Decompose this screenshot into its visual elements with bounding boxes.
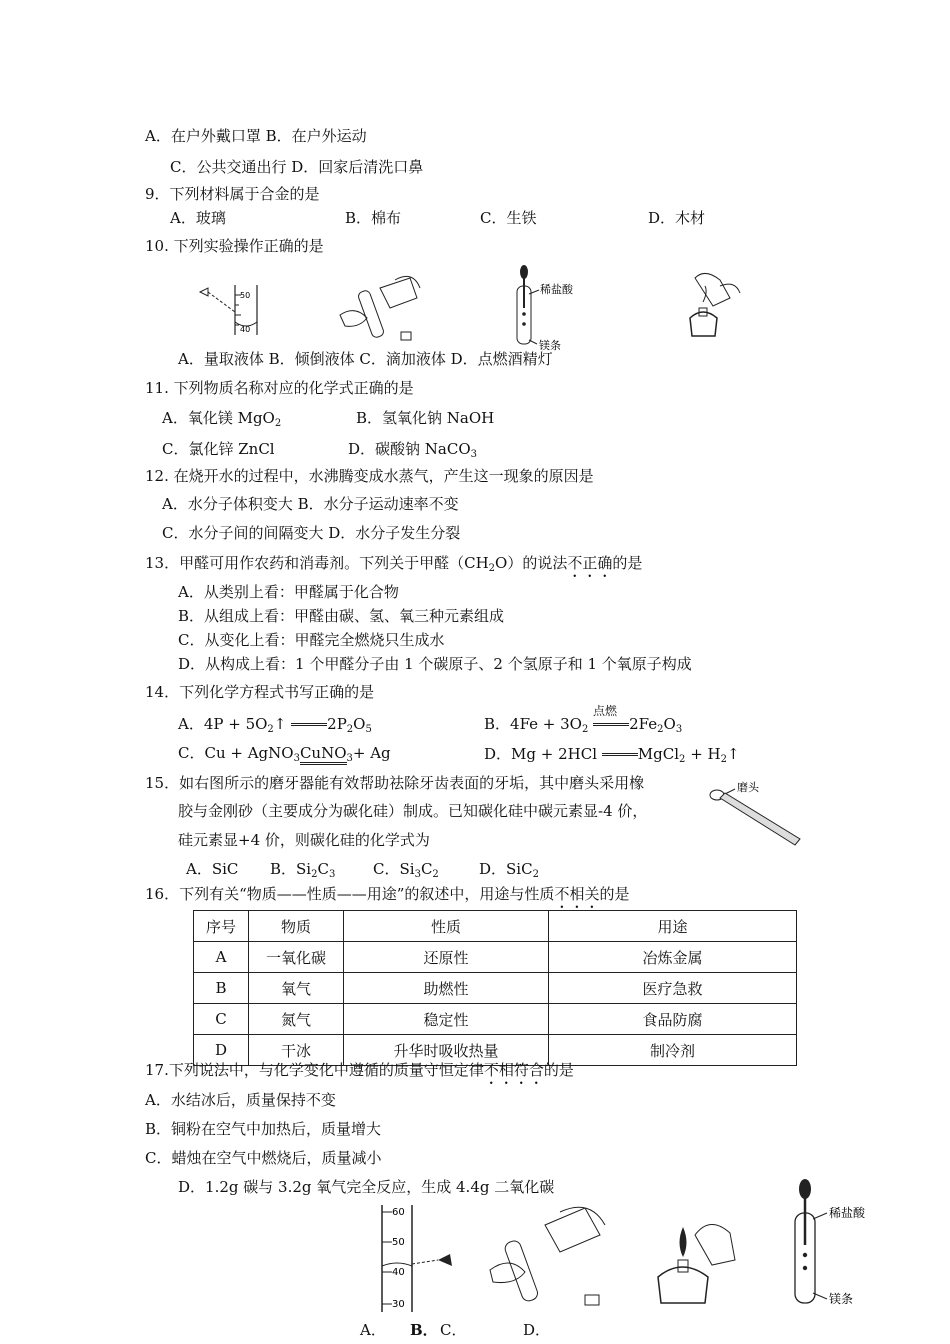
tick-30: 30: [392, 1299, 405, 1310]
cell-substance: 氮气: [249, 1004, 344, 1035]
table-row: [194, 942, 797, 973]
q14-option-d: D．Mg + 2HCl MgCl$_2$ + $H_2↑$: [484, 745, 740, 765]
q8-options-cd: C．公共交通出行 D．回家后清洗口鼻: [170, 158, 424, 176]
fig2-label-d: D．: [523, 1321, 551, 1339]
q15-stem-line2: 胶与金刚砂（主要成分为碳化硅）制成。已知碳化硅中碳元素显-4 价，: [178, 802, 648, 820]
cell-use: 医疗急救: [549, 973, 797, 1004]
q13-stem: 13．甲醛可用作农药和消毒剂。下列关于甲醛$(CH_2O)$的说法不正确的是: [145, 554, 643, 574]
scale-label-40: 40: [240, 325, 251, 334]
q11-option-d: D．碳酸钠 NaCO$_3$: [348, 440, 478, 460]
q15-stem-line1: 15．如右图所示的磨牙器能有效帮助祛除牙齿表面的牙垢，其中磨头采用橡: [145, 774, 645, 792]
cell-property: 稳定性: [344, 1004, 549, 1035]
q10-options: A．量取液体 B．倾倒液体 C．滴加液体 D．点燃酒精灯: [178, 350, 553, 368]
table-row: [194, 1004, 797, 1035]
q17-option-a: A．水结冰后，质量保持不变: [145, 1091, 336, 1109]
cell-use: 制冷剂: [549, 1035, 797, 1066]
q14-option-b: B．$4Fe + 3O_2$ $2Fe_2O_3$: [484, 715, 683, 735]
q15-figure-tooth-grinder: [705, 775, 805, 855]
q9-option-a: A．玻璃: [170, 209, 226, 227]
q9-option-d: D．木材: [648, 209, 706, 227]
q9-option-b: B．棉布: [345, 209, 402, 227]
q13-option-b: B．从组成上看：甲醛由碳、氢、氧三种元素组成: [178, 607, 505, 625]
fig2-label-b: B．: [410, 1321, 438, 1339]
cell-property: 升华时吸收热量: [344, 1035, 549, 1066]
cell-index: D: [194, 1035, 249, 1066]
q12-options-ab: A．水分子体积变大 B．水分子运动速率不变: [162, 495, 459, 513]
q15-option-b: B．$Si_2C_3$: [270, 860, 336, 880]
tick-60: 60: [392, 1207, 405, 1218]
table-row: [194, 973, 797, 1004]
cell-property: 助燃性: [344, 973, 549, 1004]
cell-index: B: [194, 973, 249, 1004]
q11-option-a: A．氧化镁 MgO$_2$: [162, 409, 282, 429]
fig2-label-c: C．: [440, 1321, 467, 1339]
q10-figure-a-cylinder: [195, 280, 270, 340]
strip-label: 镁条: [539, 339, 561, 352]
fig2-dropper-label: 稀盐酸: [829, 1206, 866, 1220]
fig2-strip-label: 镁条: [829, 1292, 854, 1306]
q14-option-a: A．$4P + 5O_2↑$ $2P_2O_5$: [178, 715, 372, 735]
q11-option-b: B．氢氧化钠 NaOH: [356, 409, 495, 427]
q14-option-c: C．Cu + AgNO$_3$CuNO$_3$+ Ag: [178, 744, 391, 764]
q14-stem: 14．下列化学方程式书写正确的是: [145, 683, 375, 701]
q15-option-a: A．SiC: [186, 860, 239, 878]
fig2-dropper-tube: [785, 1175, 895, 1310]
q14-reaction-condition: 点燃: [593, 704, 618, 718]
q15-stem-line3: 硅元素显+4 价，则碳化硅的化学式为: [178, 831, 430, 849]
cell-use: 食品防腐: [549, 1004, 797, 1035]
q8-options-ab: A．在户外戴口罩 B．在户外运动: [145, 127, 367, 145]
q12-stem: 12. 在烧开水的过程中，水沸腾变成水蒸气，产生这一现象的原因是: [145, 467, 594, 485]
q11-option-c: C．氯化锌 ZnCl: [162, 440, 275, 458]
tick-40: 40: [392, 1267, 405, 1278]
q17-option-d: D．1.2g 碳与 3.2g 氧气完全反应，生成 4.4g 二氧化碳: [178, 1178, 555, 1196]
grinder-head-label: 磨头: [737, 781, 759, 794]
dropper-label: 稀盐酸: [540, 283, 573, 296]
q16-table: [193, 910, 797, 1066]
table-header-row: [194, 911, 797, 942]
q9-stem: 9．下列材料属于合金的是: [145, 185, 320, 203]
header-use: 用途: [549, 911, 797, 942]
q9-option-c: C．生铁: [480, 209, 537, 227]
fig2-label-a: A．: [360, 1321, 386, 1339]
cell-index: A: [194, 942, 249, 973]
fig2-pouring: [485, 1200, 615, 1315]
cell-property: 还原性: [344, 942, 549, 973]
q17-stem: 17.下列说法中，与化学变化中遵循的质量守恒定律不相符合的是: [145, 1061, 574, 1079]
scale-label-50: 50: [240, 291, 251, 300]
q17-option-b: B．铜粉在空气中加热后，质量增大: [145, 1120, 382, 1138]
q13-option-a: A．从类别上看：甲醛属于化合物: [178, 583, 399, 601]
cell-index: C: [194, 1004, 249, 1035]
fig2-alcohol-lamp: [650, 1205, 745, 1310]
q10-stem: 10. 下列实验操作正确的是: [145, 237, 324, 255]
cell-substance: 一氧化碳: [249, 942, 344, 973]
header-substance: 物质: [249, 911, 344, 942]
q15-option-d: D．SiC$_2$: [479, 860, 539, 880]
q10-figure-b-pouring: [335, 270, 425, 350]
fig2-cylinder: [370, 1200, 470, 1315]
q13-option-c: C．从变化上看：甲醛完全燃烧只生成水: [178, 631, 445, 649]
q12-options-cd: C．水分子间的间隔变大 D．水分子发生分裂: [162, 524, 461, 542]
q17-option-c: C．蜡烛在空气中燃烧后，质量减小: [145, 1149, 382, 1167]
cell-use: 冶炼金属: [549, 942, 797, 973]
header-index: 序号: [194, 911, 249, 942]
q15-option-c: C．$Si_3C_2$: [373, 860, 439, 880]
cell-substance: 氧气: [249, 973, 344, 1004]
q10-figure-d-lamp: [675, 268, 745, 343]
q11-stem: 11. 下列物质名称对应的化学式正确的是: [145, 379, 414, 397]
header-property: 性质: [344, 911, 549, 942]
q16-stem: 16．下列有关“物质——性质——用途”的叙述中，用途与性质不相关的是: [145, 885, 630, 903]
tick-50: 50: [392, 1237, 405, 1248]
q10-figure-c-dropping: [505, 262, 590, 352]
cell-substance: 干冰: [249, 1035, 344, 1066]
q13-option-d: D．从构成上看：1 个甲醛分子由 1 个碳原子、2 个氢原子和 1 个氧原子构成: [178, 655, 692, 673]
